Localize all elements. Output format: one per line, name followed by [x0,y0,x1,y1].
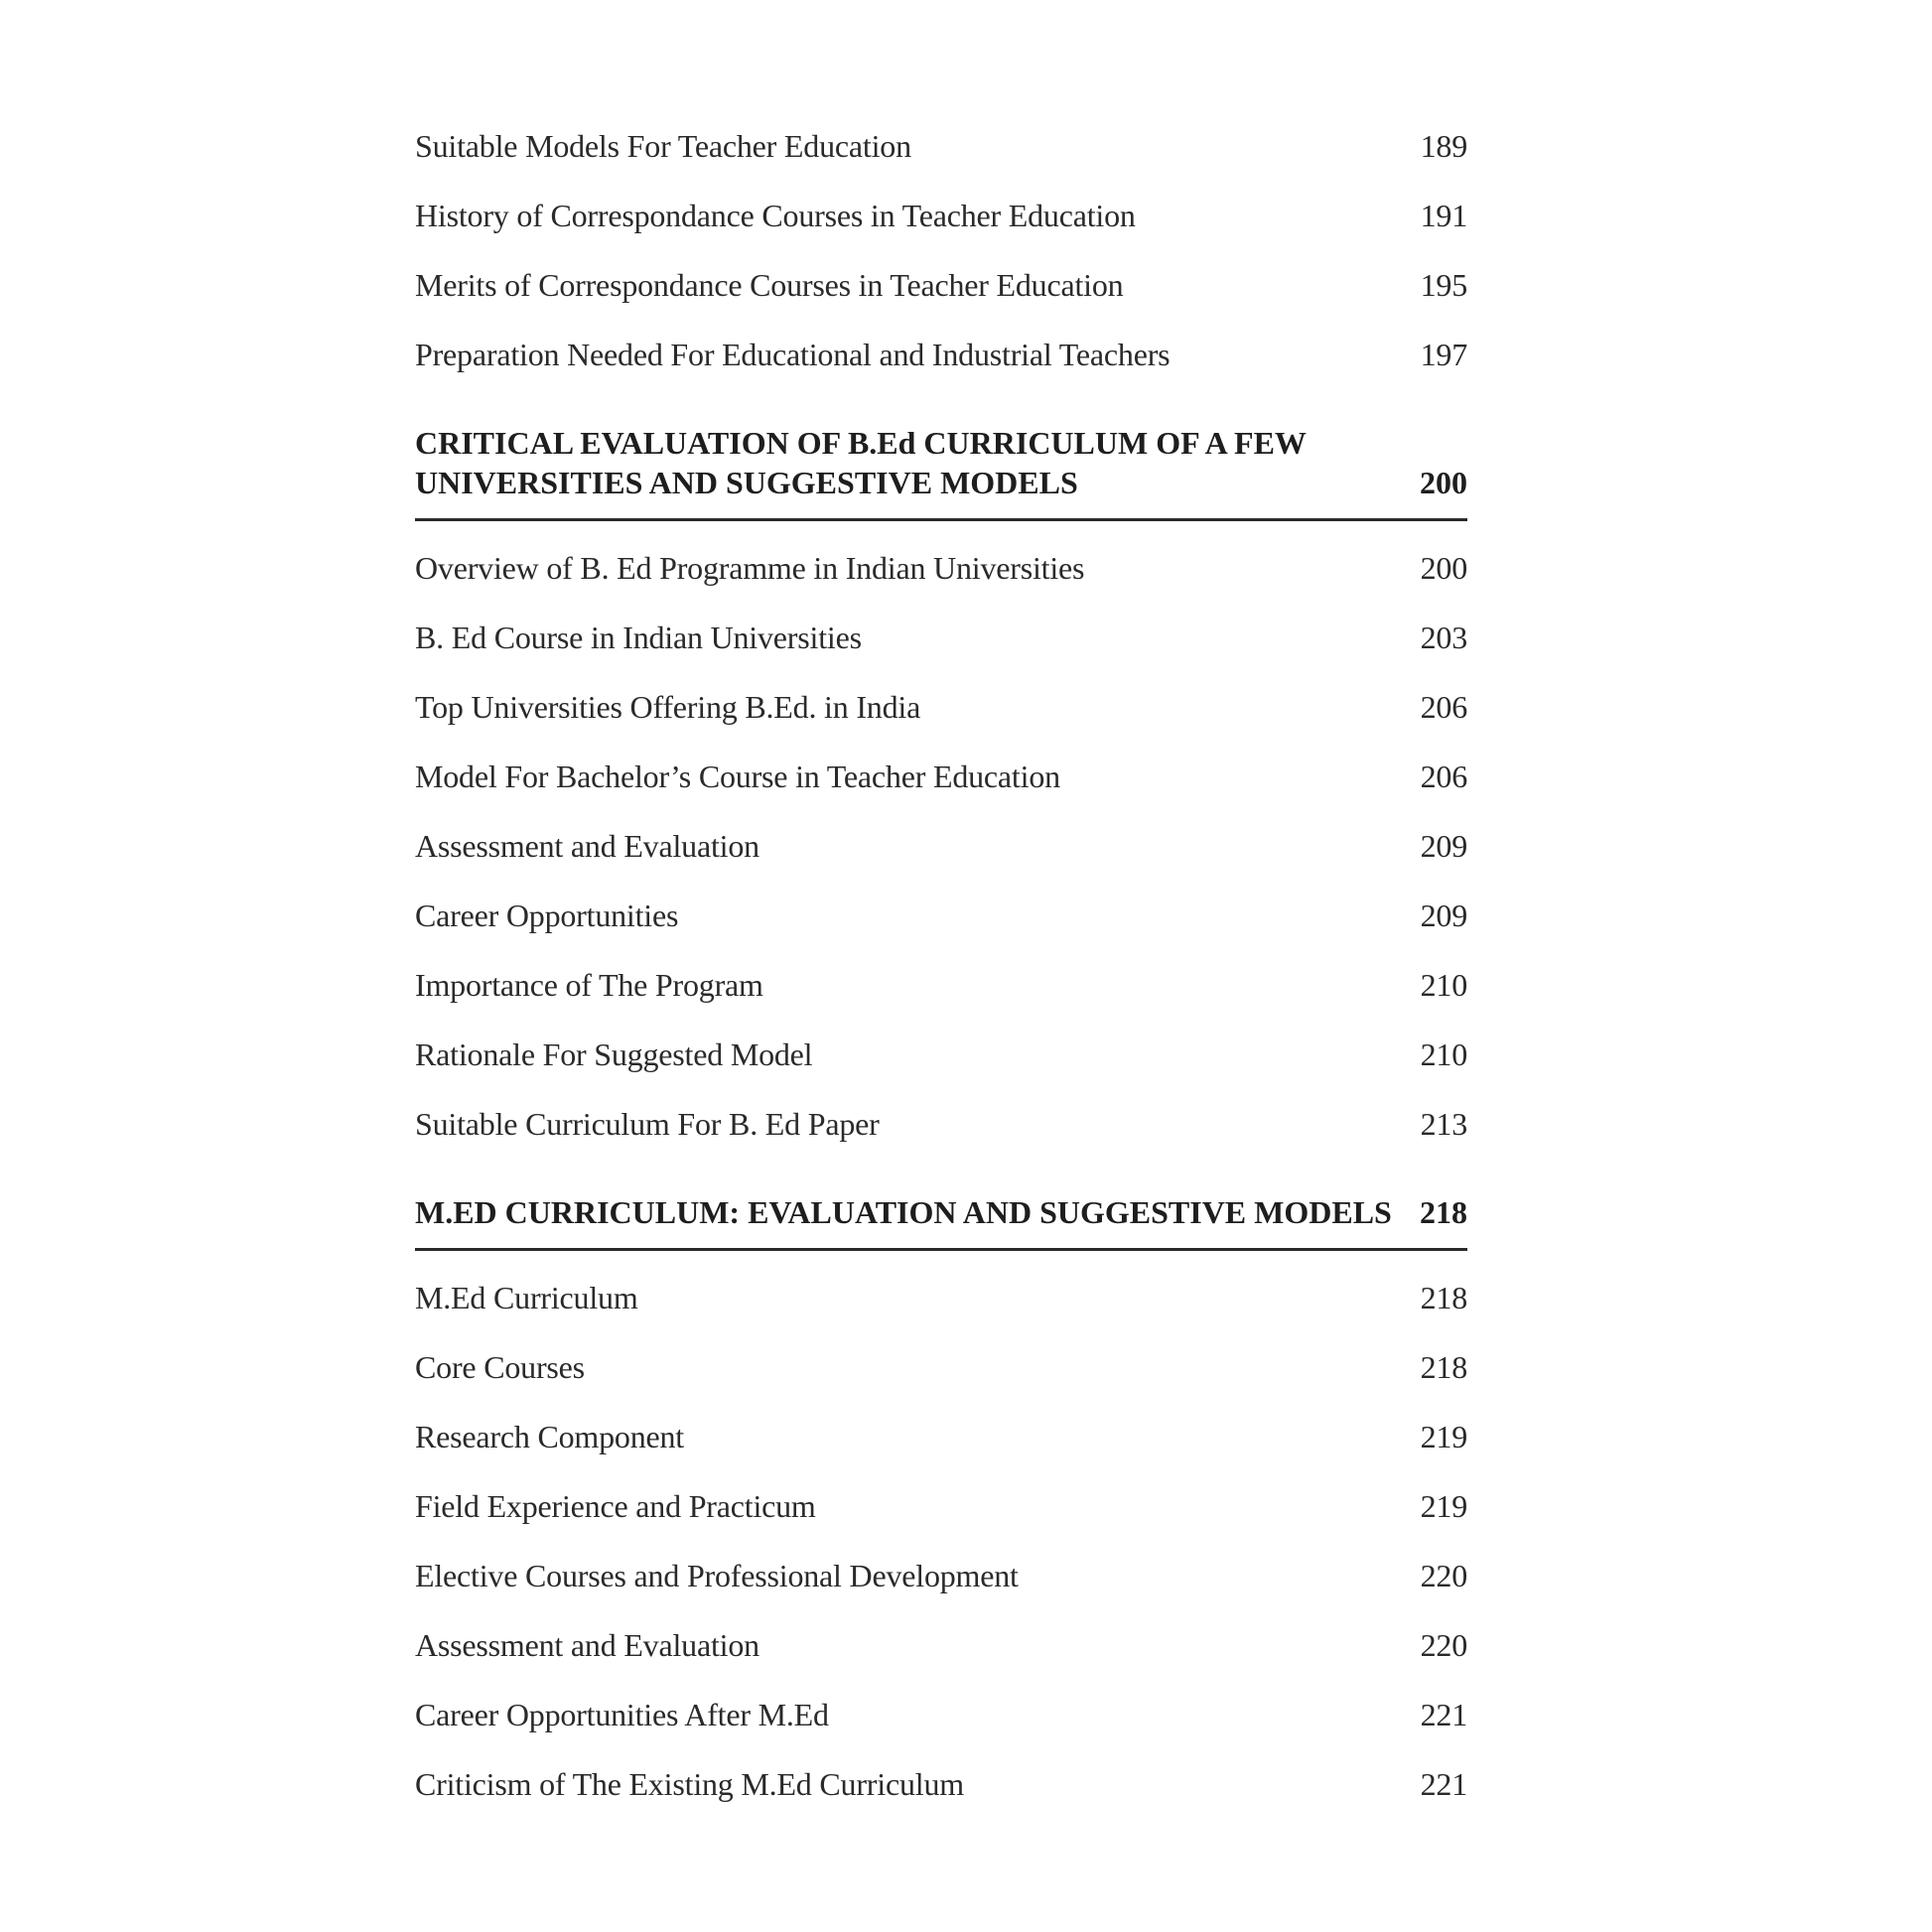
toc-entry [415,950,1467,1020]
section-heading-page: 200 [1420,465,1467,500]
toc-entry-page: 221 [1420,1697,1467,1732]
toc-group-1 [415,111,1467,389]
toc-entry [415,1610,1467,1680]
toc-entry-title: Core Courses [415,1349,585,1385]
toc-entry-page: 210 [1420,967,1467,1003]
toc-entry [415,1749,1467,1819]
toc-entry-page: 200 [1420,550,1467,586]
toc-entry-page: 203 [1420,620,1467,655]
toc-entry-page: 219 [1420,1419,1467,1454]
toc-entry [415,181,1467,250]
toc-entry [415,742,1467,811]
toc-entry-page: 191 [1420,198,1467,233]
toc-entry [415,111,1467,181]
toc-entry-title: Importance of The Program [415,967,763,1003]
toc-entry-page: 218 [1420,1280,1467,1315]
toc-entry [415,672,1467,742]
toc-entry [415,1263,1467,1332]
toc-entry-title: Criticism of The Existing M.Ed Curriculum [415,1766,964,1802]
toc-entry-title: Merits of Correspondance Courses in Teacher Education [415,267,1124,303]
toc-entry-title: Elective Courses and Professional Development [415,1558,1019,1593]
section-heading-row [415,1192,1467,1232]
toc-entry-title: Career Opportunities After M.Ed [415,1697,829,1732]
toc-entry [415,1089,1467,1159]
toc-entry-page: 209 [1420,828,1467,864]
toc-entry [415,320,1467,389]
toc-entry-title: Overview of B. Ed Programme in Indian Universities [415,550,1085,586]
toc-entry-title: Preparation Needed For Educational and Industrial Teachers [415,337,1171,372]
toc-group-3 [415,1263,1467,1819]
toc-entry-page: 195 [1420,267,1467,303]
section-heading-line-2: UNIVERSITIES AND SUGGESTIVE MODELS [415,465,1078,500]
section-heading-row [415,463,1467,502]
toc-entry-title: Rationale For Suggested Model [415,1036,813,1072]
toc-entry-title: Model For Bachelor’s Course in Teacher Education [415,759,1060,794]
toc-entry-title: Suitable Models For Teacher Education [415,128,911,164]
section-heading-title: M.ED CURRICULUM: EVALUATION AND SUGGESTIVE MODELS [415,1194,1392,1230]
toc-entry [415,1332,1467,1402]
toc-entry-title: M.Ed Curriculum [415,1280,638,1315]
toc-entry-page: 210 [1420,1036,1467,1072]
toc-entry-title: History of Correspondance Courses in Teacher Education [415,198,1136,233]
toc-entry-page: 221 [1420,1766,1467,1802]
section-heading-med-curriculum [415,1192,1467,1251]
toc-entry [415,881,1467,950]
toc-entry-page: 219 [1420,1488,1467,1524]
section-heading-bed-evaluation [415,423,1467,521]
toc-entry-page: 209 [1420,897,1467,933]
toc-entry [415,1541,1467,1610]
toc-entry-page: 206 [1420,689,1467,725]
toc-entry-page: 220 [1420,1627,1467,1663]
toc-entry [415,1680,1467,1749]
toc-entry-page: 206 [1420,759,1467,794]
toc-entry-title: Field Experience and Practicum [415,1488,816,1524]
toc-entry-page: 213 [1420,1106,1467,1142]
toc-entry-title: Assessment and Evaluation [415,1627,759,1663]
toc-entry-title: Top Universities Offering B.Ed. in India [415,689,921,725]
toc-entry [415,250,1467,320]
section-heading-line-1: CRITICAL EVALUATION OF B.Ed CURRICULUM OF A FEW [415,425,1307,461]
toc-page [415,111,1467,1819]
toc-entry [415,603,1467,672]
toc-entry-title: B. Ed Course in Indian Universities [415,620,862,655]
section-heading-page: 218 [1420,1194,1467,1230]
toc-entry-title: Suitable Curriculum For B. Ed Paper [415,1106,880,1142]
toc-entry-title: Career Opportunities [415,897,679,933]
toc-entry [415,1402,1467,1471]
toc-entry-page: 197 [1420,337,1467,372]
toc-entry [415,811,1467,881]
toc-entry-page: 218 [1420,1349,1467,1385]
toc-entry [415,1471,1467,1541]
toc-entry [415,1020,1467,1089]
toc-entry-page: 189 [1420,128,1467,164]
toc-entry-title: Assessment and Evaluation [415,828,759,864]
toc-group-2 [415,533,1467,1159]
toc-entry [415,533,1467,603]
toc-entry-page: 220 [1420,1558,1467,1593]
toc-entry-title: Research Component [415,1419,684,1454]
